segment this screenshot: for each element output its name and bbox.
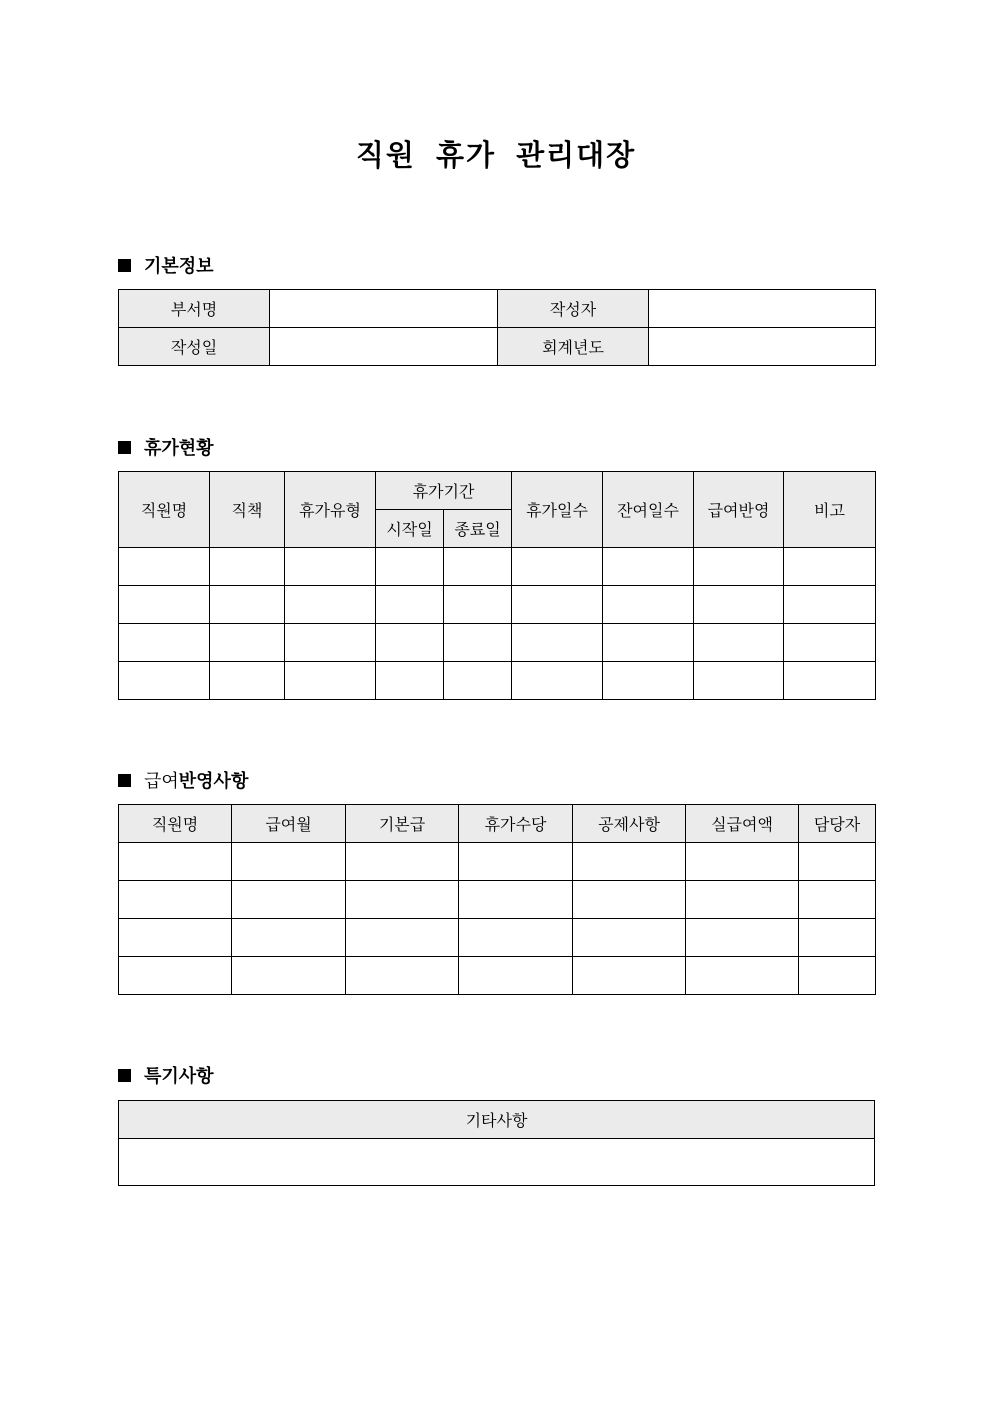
section-heading-text: 휴가현황 (144, 438, 214, 459)
fiscal-year-field[interactable] (649, 328, 876, 366)
table-cell[interactable] (119, 957, 232, 995)
table-cell[interactable] (512, 548, 603, 586)
date-field[interactable] (270, 328, 498, 366)
table-cell[interactable] (444, 586, 512, 624)
table-cell[interactable] (232, 957, 346, 995)
table-cell[interactable] (376, 548, 444, 586)
square-bullet-icon (118, 774, 131, 787)
table-cell[interactable] (799, 881, 876, 919)
table-cell[interactable] (119, 548, 210, 586)
col-header-base-pay: 기본급 (346, 805, 459, 843)
dept-label: 부서명 (119, 290, 270, 328)
table-cell[interactable] (232, 919, 346, 957)
col-header-end: 종료일 (444, 510, 512, 548)
table-cell[interactable] (444, 662, 512, 700)
table-cell[interactable] (459, 881, 573, 919)
table-row (119, 919, 876, 957)
table-cell[interactable] (444, 624, 512, 662)
fiscal-year-label: 회계년도 (498, 328, 649, 366)
writer-label: 작성자 (498, 290, 649, 328)
table-cell[interactable] (346, 843, 459, 881)
square-bullet-icon (118, 441, 131, 454)
table-cell[interactable] (784, 662, 876, 700)
col-header-name: 직원명 (119, 805, 232, 843)
table-row (119, 881, 876, 919)
square-bullet-icon (118, 259, 131, 272)
section-heading-basic-info (118, 253, 214, 277)
col-header-note: 비고 (784, 472, 876, 548)
table-cell[interactable] (444, 548, 512, 586)
salary-rows (119, 843, 876, 995)
table-cell[interactable] (119, 919, 232, 957)
table-cell[interactable] (603, 624, 694, 662)
col-header-remaining: 잔여일수 (603, 472, 694, 548)
col-header-manager: 담당자 (799, 805, 876, 843)
table-cell[interactable] (346, 881, 459, 919)
table-cell[interactable] (686, 919, 799, 957)
table-cell[interactable] (694, 624, 784, 662)
table-cell[interactable] (119, 881, 232, 919)
table-cell[interactable] (686, 881, 799, 919)
table-cell[interactable] (376, 586, 444, 624)
col-header-position: 직책 (210, 472, 285, 548)
table-cell[interactable] (210, 548, 285, 586)
vacation-status-table (118, 471, 876, 700)
table-row (119, 843, 876, 881)
table-cell[interactable] (573, 843, 686, 881)
other-notes-header: 기타사항 (119, 1101, 875, 1139)
section-heading-text-light: 급여 (144, 771, 179, 792)
table-row (119, 548, 876, 586)
table-cell[interactable] (119, 586, 210, 624)
col-header-deductions: 공제사항 (573, 805, 686, 843)
table-cell[interactable] (285, 548, 376, 586)
col-header-vacation-allowance: 휴가수당 (459, 805, 573, 843)
table-cell[interactable] (573, 957, 686, 995)
table-cell[interactable] (459, 957, 573, 995)
col-header-period: 휴가기간 (376, 472, 512, 510)
table-cell[interactable] (799, 919, 876, 957)
table-cell[interactable] (694, 586, 784, 624)
page-title: 직원 휴가 관리대장 (355, 138, 637, 172)
table-cell[interactable] (285, 662, 376, 700)
basic-info-table (118, 289, 876, 366)
section-heading-vacation-status (118, 435, 214, 459)
date-label: 작성일 (119, 328, 270, 366)
table-cell[interactable] (376, 624, 444, 662)
table-cell[interactable] (603, 586, 694, 624)
section-heading-text: 기본정보 (144, 256, 214, 277)
section-heading-special-notes (118, 1063, 214, 1087)
section-heading-text: 특기사항 (144, 1066, 214, 1087)
table-cell[interactable] (784, 586, 876, 624)
vacation-rows (119, 548, 876, 700)
col-header-name: 직원명 (119, 472, 210, 548)
table-cell[interactable] (346, 957, 459, 995)
col-header-days: 휴가일수 (512, 472, 603, 548)
table-row (119, 662, 876, 700)
table-cell[interactable] (459, 919, 573, 957)
table-cell[interactable] (119, 843, 232, 881)
table-cell[interactable] (694, 548, 784, 586)
table-cell[interactable] (784, 548, 876, 586)
special-notes-table (118, 1100, 875, 1186)
table-cell[interactable] (285, 586, 376, 624)
table-cell[interactable] (512, 662, 603, 700)
table-cell[interactable] (119, 662, 210, 700)
section-heading-salary-reflection (118, 768, 248, 792)
table-cell[interactable] (603, 548, 694, 586)
square-bullet-icon (118, 1069, 131, 1082)
table-cell[interactable] (232, 881, 346, 919)
table-row (119, 957, 876, 995)
table-cell[interactable] (573, 881, 686, 919)
table-cell[interactable] (459, 843, 573, 881)
section-heading-text-bold: 반영사항 (178, 771, 249, 792)
table-cell[interactable] (603, 662, 694, 700)
table-cell[interactable] (119, 624, 210, 662)
table-cell[interactable] (210, 624, 285, 662)
table-cell[interactable] (210, 662, 285, 700)
table-cell[interactable] (799, 957, 876, 995)
table-cell[interactable] (686, 843, 799, 881)
table-row (119, 624, 876, 662)
table-cell[interactable] (285, 624, 376, 662)
table-cell[interactable] (694, 662, 784, 700)
table-cell[interactable] (376, 662, 444, 700)
col-header-salary-reflect: 급여반영 (694, 472, 784, 548)
col-header-type: 휴가유형 (285, 472, 376, 548)
dept-field[interactable] (270, 290, 498, 328)
table-cell[interactable] (686, 957, 799, 995)
table-cell[interactable] (784, 624, 876, 662)
writer-field[interactable] (649, 290, 876, 328)
table-cell[interactable] (346, 919, 459, 957)
table-cell[interactable] (232, 843, 346, 881)
table-cell[interactable] (512, 586, 603, 624)
table-cell[interactable] (799, 843, 876, 881)
table-cell[interactable] (512, 624, 603, 662)
salary-reflection-table (118, 804, 876, 995)
table-cell[interactable] (210, 586, 285, 624)
other-notes-field[interactable] (119, 1139, 875, 1186)
table-cell[interactable] (573, 919, 686, 957)
col-header-start: 시작일 (376, 510, 444, 548)
col-header-net-pay: 실급여액 (686, 805, 799, 843)
col-header-salary-month: 급여월 (232, 805, 346, 843)
table-row (119, 586, 876, 624)
